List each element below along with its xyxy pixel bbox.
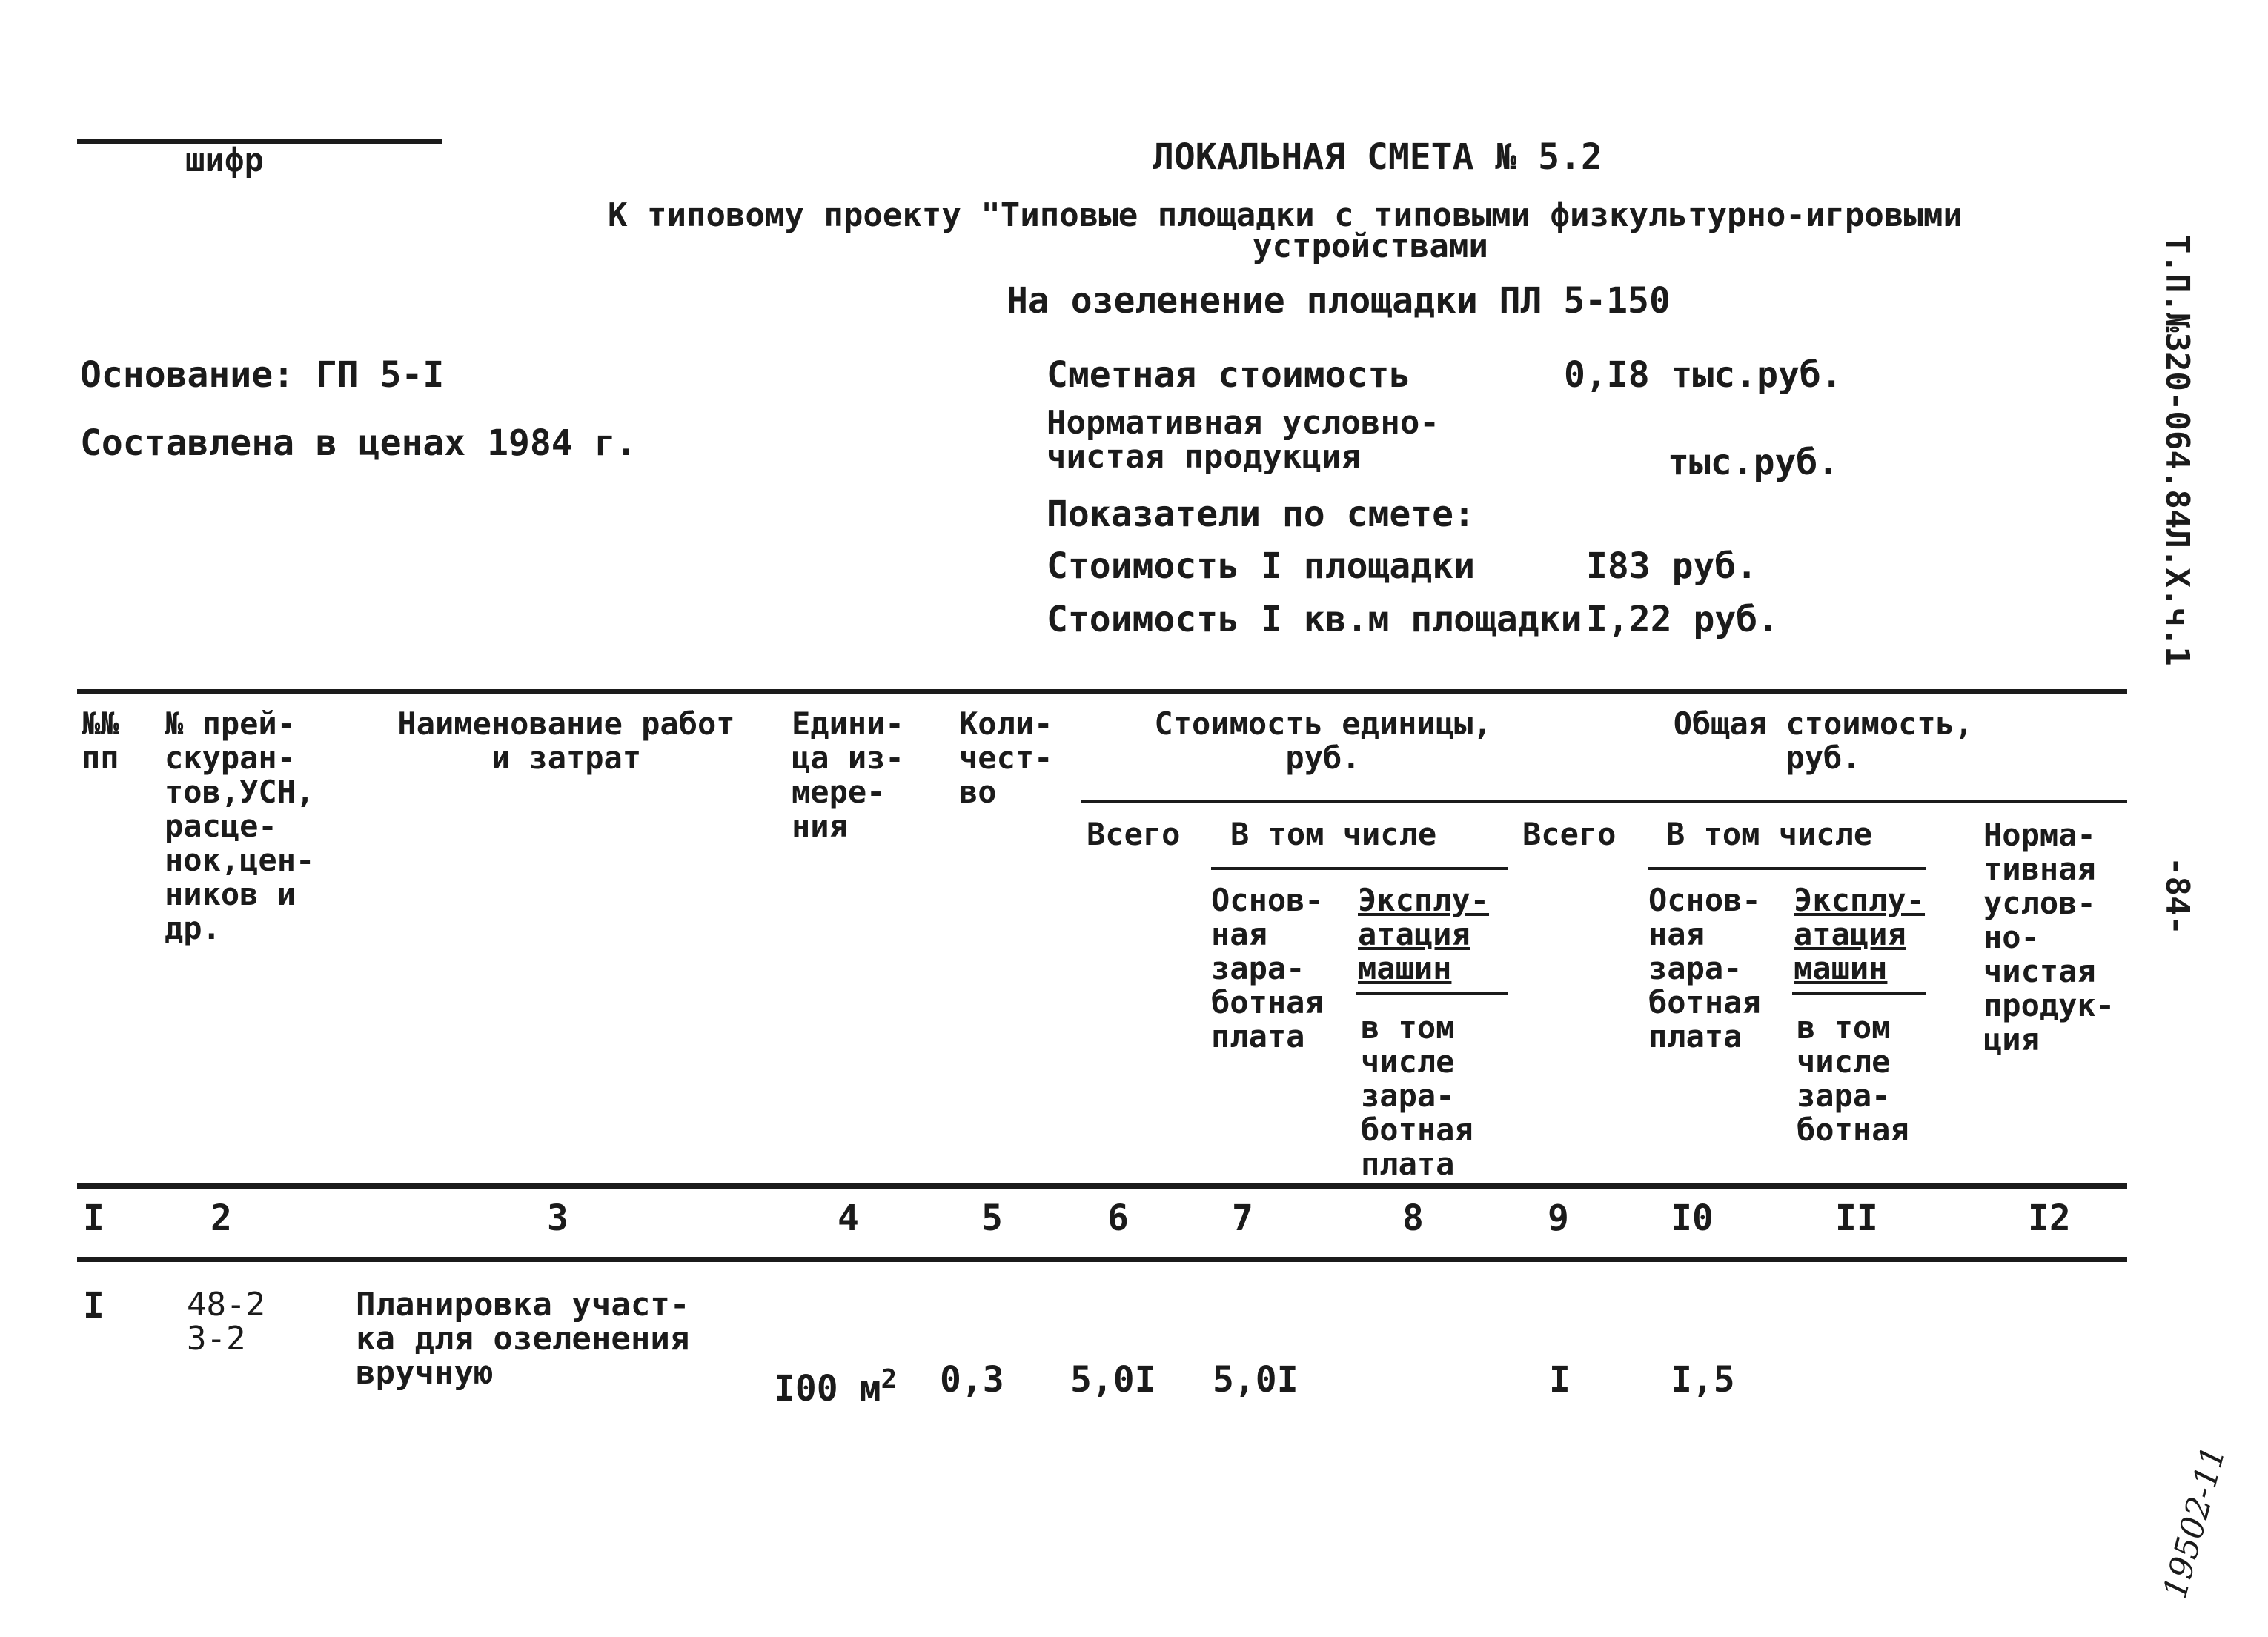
col-number-4: 4	[838, 1198, 859, 1239]
header-col-1: №№ пп	[82, 705, 119, 776]
header-unit-cost: Стоимость единицы, руб.	[1154, 705, 1492, 776]
header-total-machines: Эксплу- атация машин	[1794, 882, 1926, 986]
row-number: I	[83, 1285, 105, 1326]
header-col-4: Едини- ца из- мере- ния	[792, 705, 904, 844]
col-number-5: 5	[981, 1198, 1003, 1239]
unit-cost-subrule	[1081, 800, 2127, 803]
col-number-12: I2	[2028, 1198, 2071, 1239]
margin-page-number: -84-	[2158, 857, 2196, 935]
indicators-label: Показатели по смете:	[1047, 494, 1475, 535]
col-number-11: II	[1835, 1198, 1878, 1239]
row-unit	[774, 1359, 897, 1409]
normative-value: тыс.руб.	[1668, 442, 1840, 483]
document-title: ЛОКАЛЬНАЯ СМЕТА № 5.2	[1153, 136, 1602, 178]
header-unit-machines-wage: в том числе зара- ботная плата	[1361, 1009, 1473, 1182]
header-unit-machines: Эксплу- атация машин	[1358, 882, 1490, 986]
incl-rule-total	[1648, 867, 1926, 870]
prices-text: Составлена в ценах 1984 г.	[80, 422, 637, 464]
header-unit-total: Всего	[1087, 816, 1181, 852]
col-number-7: 7	[1232, 1198, 1253, 1239]
header-unit-base-wage: Основ- ная зара- ботная плата	[1211, 882, 1324, 1055]
col-number-1: I	[83, 1198, 105, 1239]
table-top-rule	[77, 689, 2127, 694]
machines-rule-unit	[1356, 992, 1508, 995]
row-name: Планировка участ- ка для озеленения вручную	[356, 1286, 690, 1392]
header-col-5: Коли- чест- во	[959, 705, 1053, 810]
col-number-9: 9	[1548, 1198, 1569, 1239]
row-qty: 0,3	[940, 1359, 1004, 1401]
cipher-label: шифр	[185, 142, 264, 179]
header-unit-incl: В том числе	[1230, 816, 1437, 852]
col-number-10: I0	[1671, 1198, 1714, 1239]
row-unit-sup: 2	[881, 1364, 898, 1395]
col-number-2: 2	[210, 1198, 232, 1239]
numbers-bottom-rule	[77, 1257, 2127, 1262]
cost-per-sqm-value: I,22 руб.	[1586, 599, 1780, 640]
row-unit-wage: 5,0I	[1213, 1359, 1299, 1401]
project-line-2: устройствами	[1253, 228, 1488, 265]
row-total-wage: I,5	[1671, 1359, 1735, 1401]
header-col-2: № прей- скуран- тов,УСН, расце- нок,цен- ников и др.	[165, 705, 315, 946]
header-col-3: Наименование работ и затрат	[397, 705, 735, 776]
header-bottom-rule	[77, 1183, 2127, 1189]
margin-handwritten-number: 19502-11	[2156, 1442, 2233, 1603]
row-unit-text: I00 м	[774, 1368, 881, 1409]
cost-per-sqm-label: Стоимость I кв.м площадки	[1047, 599, 1582, 640]
col-number-3: 3	[547, 1198, 568, 1239]
col-number-8: 8	[1402, 1198, 1424, 1239]
header-total-base-wage: Основ- ная зара- ботная плата	[1648, 882, 1761, 1055]
row-code: 48-2 3-2	[187, 1286, 265, 1358]
normative-label: Нормативная условно- чистая продукция	[1047, 404, 1439, 476]
header-total-total: Всего	[1522, 816, 1617, 852]
cost-per-site-value: I83 руб.	[1586, 545, 1758, 587]
incl-rule-unit	[1211, 867, 1508, 870]
header-total-incl: В том числе	[1666, 816, 1873, 852]
col-number-6: 6	[1107, 1198, 1129, 1239]
margin-vertical-code: Т.П.№320-064.84Л.Х.ч.1	[2158, 234, 2196, 666]
row-total: I	[1549, 1359, 1571, 1401]
header-total-machines-wage: в том числе зара- ботная	[1797, 1009, 1909, 1148]
header-normative: Норма- тивная услов- но- чистая продук- ция	[1983, 817, 2115, 1057]
estimated-cost-value: 0,I8 тыс.руб.	[1564, 354, 1843, 396]
basis-text: Основание: ГП 5-I	[80, 354, 445, 396]
estimated-cost-label: Сметная стоимость	[1047, 354, 1411, 396]
row-unit-total: 5,0I	[1070, 1359, 1156, 1401]
object-line: На озеленение площадки ПЛ 5-150	[1007, 280, 1671, 322]
project-line-1: К типовому проекту "Типовые площадки с типовыми физкультурно-игровыми	[608, 196, 1963, 234]
cost-per-site-label: Стоимость I площадки	[1047, 545, 1475, 587]
header-total-cost: Общая стоимость, руб.	[1673, 705, 1974, 776]
machines-rule-total	[1792, 992, 1926, 995]
